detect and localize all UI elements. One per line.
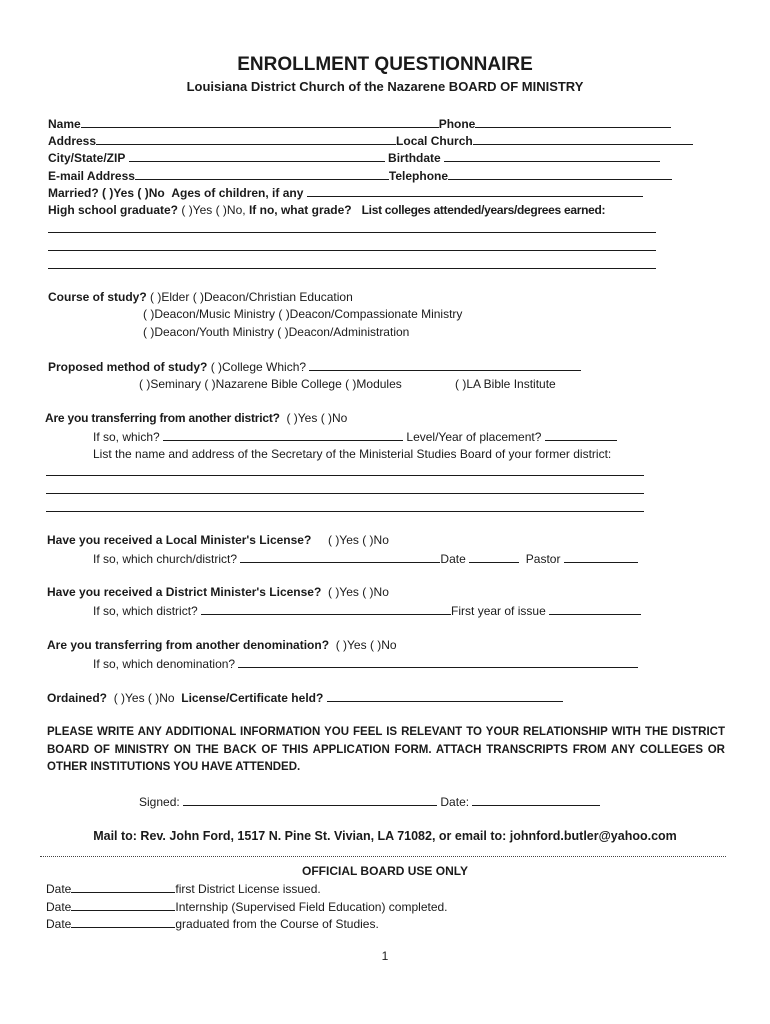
name-label: Name	[48, 117, 81, 131]
city-state-zip-label: City/State/ZIP	[48, 151, 126, 165]
course-label: Course of study?	[48, 290, 147, 304]
instructions-paragraph: PLEASE WRITE ANY ADDITIONAL INFORMATION YOU FEEL IS RELEVANT TO YOUR RELATIONSHIP WITH THE DISTRICT BOARD OF MINISTRY ON THE BACK OF THIS APPLICATION FORM. ATTACH TRANSCRIPTS FROM ANY COLLEGES OR OTHER INSTITUTIONS YOU HAVE ATTENDED.	[47, 726, 725, 773]
official-row-text: graduated from the Course of Studies.	[175, 917, 379, 931]
local-license-options: ( )Yes ( )No	[327, 533, 389, 547]
method-college: ( )College Which?	[210, 360, 307, 374]
denomination-options: ( )Yes ( )No	[335, 638, 397, 652]
secretary-line[interactable]	[46, 493, 644, 494]
denomination-row[interactable]	[47, 638, 397, 652]
ordained-question: Ordained?	[47, 691, 108, 705]
course-options-1: ( )Elder ( )Deacon/Christian Education	[150, 290, 353, 304]
level-label: Level/Year of placement?	[406, 430, 542, 444]
secretary-line[interactable]	[46, 475, 644, 476]
official-row-text: Internship (Supervised Field Education) completed.	[175, 900, 448, 914]
hs-options: ( )Yes ( )No,	[181, 203, 246, 217]
local-license-row[interactable]	[47, 533, 389, 547]
mail-to-line: Mail to: Rev. John Ford, 1517 N. Pine St. Vivian, LA 71082, or email to: johnford.butler@yahoo.com	[93, 829, 677, 843]
local-which-label: If so, which church/district?	[93, 552, 238, 566]
city-state-zip-field[interactable]	[48, 150, 660, 165]
local-license-details[interactable]	[93, 551, 638, 566]
phone-label: Phone	[438, 117, 476, 131]
high-school-row[interactable]	[48, 203, 605, 217]
colleges-label: List colleges attended/years/degrees earned:	[361, 203, 606, 217]
local-church-label: Local Church	[396, 134, 473, 148]
signature-date-label: Date:	[440, 795, 470, 809]
secretary-line[interactable]	[46, 511, 644, 512]
official-row[interactable]	[46, 899, 448, 914]
signed-label: Signed:	[139, 795, 180, 809]
district-which-label: If so, which district?	[93, 604, 198, 618]
name-field[interactable]	[48, 116, 671, 131]
list-secretary-instruction: List the name and address of the Secretary of the Ministerial Studies Board of your former district:	[93, 447, 612, 461]
official-date-label: Date	[46, 917, 72, 931]
district-license-options: ( )Yes ( )No	[327, 585, 389, 599]
children-label: Ages of children, if any	[171, 186, 304, 200]
page-title: ENROLLMENT QUESTIONNAIRE	[237, 54, 533, 75]
separator	[40, 856, 726, 857]
official-date-label: Date	[46, 900, 72, 914]
district-license-row[interactable]	[47, 585, 389, 599]
telephone-label: Telephone	[388, 169, 449, 183]
ordained-row[interactable]	[47, 690, 563, 705]
district-license-question: Have you received a District Minister's License?	[47, 585, 322, 599]
method-la-bible[interactable]: ( )LA Bible Institute	[455, 377, 556, 391]
method-row-1[interactable]	[48, 359, 581, 374]
hs-graduate-label: High school graduate?	[48, 203, 179, 217]
transfer-district-options: ( )Yes ( )No	[286, 411, 348, 425]
address-label: Address	[48, 134, 97, 148]
denomination-details[interactable]	[93, 656, 638, 671]
married-label: Married? ( )Yes ( )No	[48, 186, 165, 200]
method-label: Proposed method of study?	[48, 360, 208, 374]
pastor-label: Pastor	[525, 552, 561, 566]
address-field[interactable]	[48, 133, 693, 148]
colleges-line[interactable]	[48, 268, 656, 269]
page-number: 1	[381, 949, 389, 963]
local-license-question: Have you received a Local Minister's License?	[47, 533, 312, 547]
official-row-text: first District License issued.	[175, 882, 321, 896]
page-subtitle: Louisiana District Church of the Nazarene BOARD OF MINISTRY	[186, 79, 584, 94]
course-options-3[interactable]: ( )Deacon/Youth Ministry ( )Deacon/Administration	[143, 325, 410, 339]
official-row[interactable]	[46, 916, 379, 931]
ordained-options: ( )Yes ( )No	[113, 691, 175, 705]
transfer-district-which[interactable]	[93, 429, 617, 444]
official-date-label: Date	[46, 882, 72, 896]
method-options-2[interactable]: ( )Seminary ( )Nazarene Bible College ( )Modules	[139, 377, 402, 391]
denomination-question: Are you transferring from another denomination?	[47, 638, 330, 652]
grade-question: If no, what grade?	[248, 203, 352, 217]
birthdate-label: Birthdate	[388, 151, 441, 165]
which-label: If so, which?	[93, 430, 160, 444]
district-license-details[interactable]	[93, 603, 641, 618]
denomination-which-label: If so, which denomination?	[93, 657, 236, 671]
official-heading: OFFICIAL BOARD USE ONLY	[301, 864, 468, 878]
colleges-line[interactable]	[48, 232, 656, 233]
married-row[interactable]	[48, 185, 643, 200]
colleges-line[interactable]	[48, 250, 656, 251]
local-date-label: Date	[440, 552, 466, 566]
first-year-label: First year of issue	[451, 604, 546, 618]
email-field[interactable]	[48, 168, 672, 183]
license-held-label: License/Certificate held?	[181, 691, 324, 705]
official-row[interactable]	[46, 881, 321, 896]
course-row-1[interactable]	[48, 290, 353, 304]
signature-row[interactable]	[139, 794, 600, 809]
transfer-district-question: Are you transferring from another district?	[45, 411, 280, 425]
course-options-2[interactable]: ( )Deacon/Music Ministry ( )Deacon/Compassionate Ministry	[143, 307, 463, 321]
transfer-district-row[interactable]	[45, 411, 347, 425]
email-label: E-mail Address	[48, 169, 135, 183]
